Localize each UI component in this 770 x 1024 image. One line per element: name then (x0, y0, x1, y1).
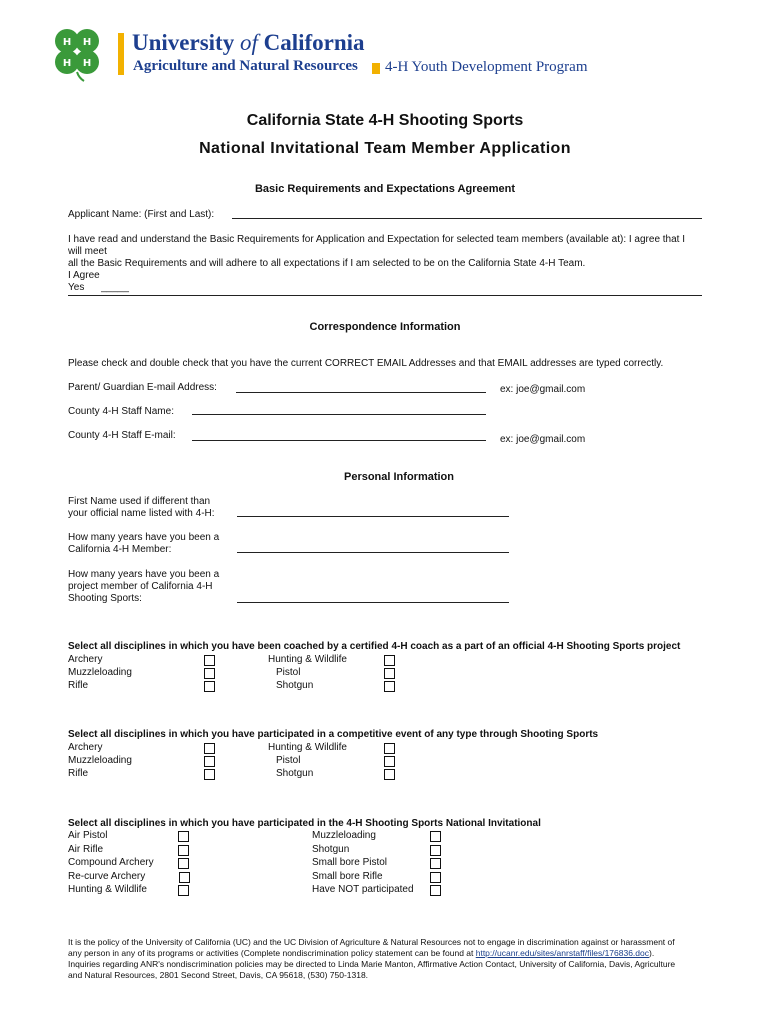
uc-word-university: University (132, 30, 235, 55)
uc-wordmark (132, 30, 365, 56)
project-years-q-line1: How many years have you been a (68, 569, 220, 580)
checkbox-competed-hunting[interactable] (384, 743, 395, 754)
coached-heading: Select all disciplines in which you have been coached by a certified 4-H coach as a part of an official 4-H Shooting Sports project (68, 641, 681, 652)
project-years-question (68, 569, 219, 605)
first-name-field[interactable] (237, 516, 509, 517)
competed-heading: Select all disciplines in which you have participated in a competitive event of any type through Shooting Sports (68, 729, 599, 740)
project-years-q-line3: Shooting Sports: (68, 593, 142, 604)
section-divider (68, 295, 702, 296)
staff-email-field[interactable] (192, 440, 486, 441)
invitational-right-5: Have NOT participated (312, 884, 414, 895)
footer-line-1: It is the policy of the University of California (UC) and the UC Division of Agriculture & Natural Resources not to engage in discrimination against or harassment of (68, 937, 675, 947)
checkbox-inv-air-pistol[interactable] (178, 831, 189, 842)
competed-left-1: Archery (68, 742, 103, 753)
parent-email-example: ex: joe@gmail.com (500, 384, 586, 395)
svg-text:H: H (62, 58, 72, 69)
first-name-question (68, 496, 215, 520)
yes-blank[interactable]: _____ (101, 282, 129, 293)
nondiscrimination-footer (68, 937, 718, 981)
parent-email-label: Parent/ Guardian E-mail Address: (68, 382, 217, 393)
footer-line-2-text: any person in any of its programs or activities (Complete nondiscrimination policy statement can be found at (68, 948, 476, 958)
invitational-right-3: Small bore Pistol (312, 857, 388, 868)
checkbox-competed-archery[interactable] (204, 743, 215, 754)
project-years-q-line2: project member of California 4-H (68, 581, 213, 592)
project-years-field[interactable] (237, 602, 509, 603)
member-years-q-line1: How many years have you been a (68, 532, 220, 543)
coached-left-3: Rifle (68, 680, 89, 691)
checkbox-coached-pistol[interactable] (384, 668, 395, 679)
checkbox-inv-smallbore-pistol[interactable] (430, 858, 441, 869)
footer-line-4: and Natural Resources, 2801 Second Street, Davis, CA 95618, (530) 750-1318. (68, 970, 369, 980)
invitational-heading: Select all disciplines in which you have participated in the 4-H Shooting Sports National Invitational (68, 818, 541, 829)
competed-right-2: Pistol (276, 755, 301, 766)
basic-heading: Basic Requirements and Expectations Agreement (254, 183, 515, 195)
checkbox-inv-compound-archery[interactable] (178, 858, 189, 869)
staff-email-example: ex: joe@gmail.com (500, 434, 586, 445)
checkbox-inv-recurve-archery[interactable] (179, 872, 190, 883)
program-square-icon (372, 63, 380, 74)
svg-text:H: H (82, 37, 92, 48)
personal-heading: Personal Information (343, 471, 455, 483)
program-name: 4-H Youth Development Program (385, 59, 588, 75)
uc-word-of: of (239, 30, 258, 55)
invitational-left-3: Compound Archery (68, 857, 154, 868)
competed-right-3: Shotgun (276, 768, 314, 779)
svg-text:H: H (82, 58, 92, 69)
member-years-field[interactable] (237, 552, 509, 553)
invitational-right-1: Muzzleloading (312, 830, 376, 841)
coached-right-3: Shotgun (276, 680, 314, 691)
checkbox-inv-muzzleloading[interactable] (430, 831, 441, 842)
checkbox-competed-muzzleloading[interactable] (204, 756, 215, 767)
checkbox-coached-hunting[interactable] (384, 655, 395, 666)
staff-email-label: County 4-H Staff E-mail: (68, 430, 176, 441)
agreement-line-3: all the Basic Requirements and will adhere to all expectations if I am selected to be on the California State 4-H Team. (68, 258, 586, 269)
email-instruction: Please check and double check that you have the current CORRECT EMAIL Addresses and that EMAIL addresses are typed correctly. (68, 358, 664, 369)
agreement-line-1: I have read and understand the Basic Requirements for Application and Expectation for selected team members (available at): I agree that I (68, 234, 686, 245)
invitational-left-5: Hunting & Wildlife (68, 884, 147, 895)
checkbox-inv-smallbore-rifle[interactable] (430, 872, 441, 883)
svg-text:H: H (62, 37, 72, 48)
page-title: California State 4-H Shooting Sports (246, 112, 524, 129)
competed-left-3: Rifle (68, 768, 89, 779)
header (0, 0, 770, 100)
yes-line[interactable] (68, 282, 708, 294)
parent-email-field[interactable] (236, 392, 486, 393)
member-years-question (68, 532, 219, 556)
agree-text: I Agree (68, 270, 100, 281)
checkbox-competed-rifle[interactable] (204, 769, 215, 780)
applicant-name-field[interactable] (232, 218, 702, 219)
footer-line-2 (68, 948, 718, 959)
invitational-right-2: Shotgun (312, 844, 350, 855)
brand-bar (118, 33, 124, 75)
invitational-right-4: Small bore Rifle (312, 871, 383, 882)
agreement-paragraph (68, 234, 708, 294)
staff-name-label: County 4-H Staff Name: (68, 406, 174, 417)
agreement-line-2: will meet (68, 246, 107, 257)
correspondence-heading: Correspondence Information (309, 321, 461, 333)
footer-line-2-end: ). (649, 948, 655, 958)
coached-right-1: Hunting & Wildlife (268, 654, 347, 665)
coached-left-1: Archery (68, 654, 103, 665)
checkbox-coached-shotgun[interactable] (384, 681, 395, 692)
four-h-clover-icon (48, 26, 106, 82)
invitational-left-4: Re-curve Archery (68, 871, 146, 882)
uc-word-california: California (263, 30, 365, 55)
checkbox-coached-muzzleloading[interactable] (204, 668, 215, 679)
member-years-q-line2: California 4-H Member: (68, 544, 172, 555)
applicant-name-label: Applicant Name: (First and Last): (68, 209, 215, 220)
checkbox-inv-hunting[interactable] (178, 885, 189, 896)
competed-left-2: Muzzleloading (68, 755, 132, 766)
first-name-q-line1: First Name used if different than (68, 496, 211, 507)
competed-right-1: Hunting & Wildlife (268, 742, 347, 753)
coached-left-2: Muzzleloading (68, 667, 132, 678)
footer-line-3: Inquiries regarding ANR's nondiscrimination policies may be directed to Linda Marie Manton, Affirmative Action Contact, University of California, Davis, Agriculture (68, 959, 676, 969)
policy-link[interactable]: http://ucanr.edu/sites/anrstaff/files/176836.doc (475, 948, 649, 958)
anr-wordmark: Agriculture and Natural Resources (133, 58, 358, 74)
invitational-left-2: Air Rifle (68, 844, 104, 855)
page-subtitle: National Invitational Team Member Application (199, 140, 571, 157)
checkbox-coached-archery[interactable] (204, 655, 215, 666)
checkbox-coached-rifle[interactable] (204, 681, 215, 692)
invitational-left-1: Air Pistol (68, 830, 108, 841)
yes-label: Yes (68, 282, 85, 293)
checkbox-inv-shotgun[interactable] (430, 845, 441, 856)
checkbox-inv-not-participated[interactable] (430, 885, 441, 896)
checkbox-inv-air-rifle[interactable] (178, 845, 189, 856)
staff-name-field[interactable] (192, 414, 486, 415)
first-name-q-line2: your official name listed with 4-H: (68, 508, 215, 519)
checkbox-competed-pistol[interactable] (384, 756, 395, 767)
checkbox-competed-shotgun[interactable] (384, 769, 395, 780)
coached-right-2: Pistol (276, 667, 301, 678)
